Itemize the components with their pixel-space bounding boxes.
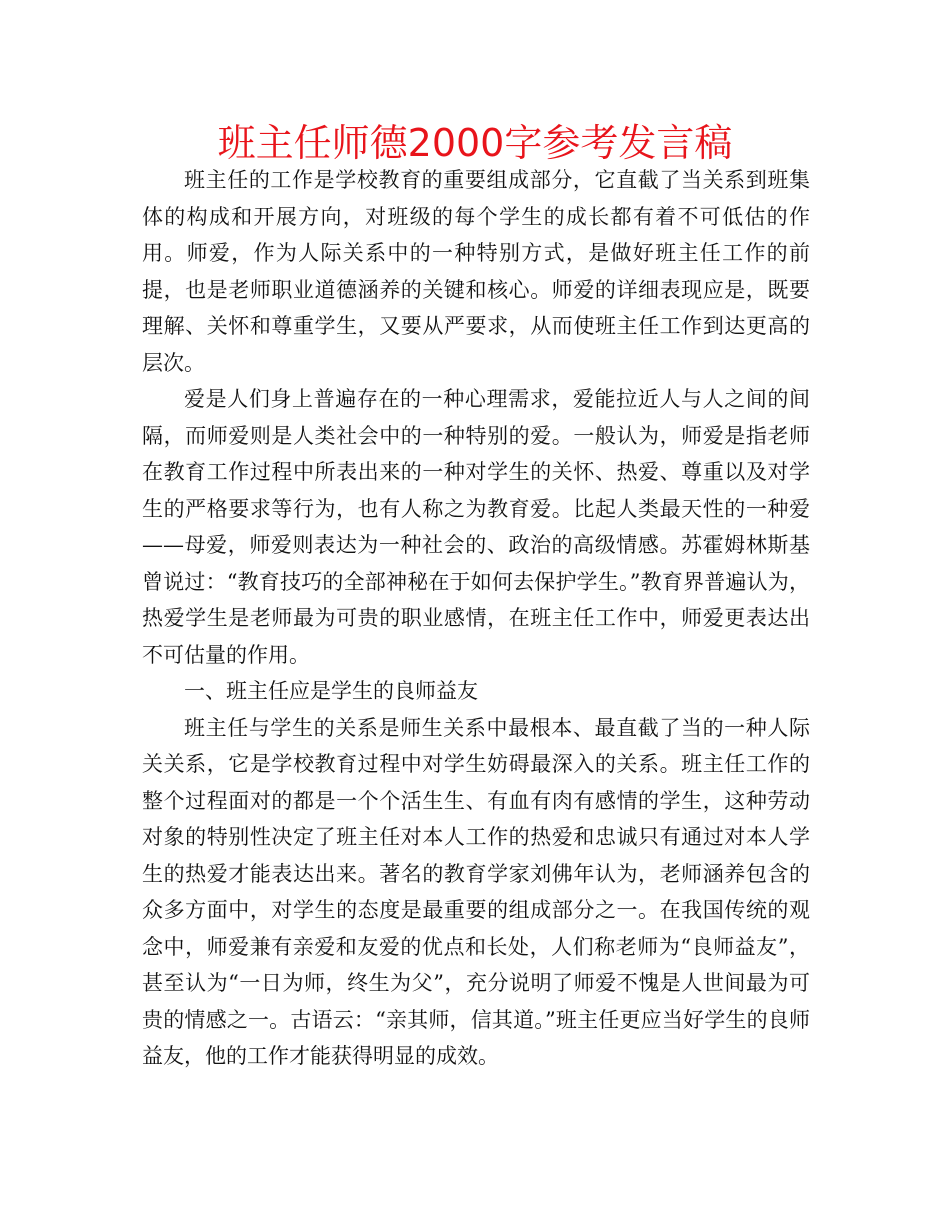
paragraph-1: 班主任的工作是学校教育的重要组成部分，它直截了当关系到班集体的构成和开展方向，对班级的每个学生的成长都有着不可低估的作用。师爱，作为人际关系中的一种特别方式，是做好班主任工作的前提，也是老师职业道德涵养的关键和核心。师爱的详细表现应是，既要理解、关怀和尊重学生，又要从严要求，从而使班主任工作到达更高的层次。 <box>142 168 810 375</box>
document-body <box>142 162 810 1075</box>
paragraph-3: 班主任与学生的关系是师生关系中最根本、最直截了当的一种人际关关系，它是学校教育过程中对学生妨碍最深入的关系。班主任工作的整个过程面对的都是一个个活生生、有血有肉有感情的学生，这种劳动对象的特别性决定了班主任对本人工作的热爱和忠诚只有通过对本人学生的热爱才能表达出来。著名的教育学家刘佛年认为，老师涵养包含的众多方面中，对学生的态度是最重要的组成部分之一。在我国传统的观念中，师爱兼有亲爱和友爱的优点和长处，人们称老师为“良师益友”，甚至认为“一日为师，终生为父”，充分说明了师爱不愧是人世间最为可贵的情感之一。古语云：“亲其师，信其道。”班主任更应当好学生的良师益友，他的工作才能获得明显的成效。 <box>142 715 810 1068</box>
paragraph-2: 爱是人们身上普遍存在的一种心理需求，爱能拉近人与人之间的间隔，而师爱则是人类社会中的一种特别的爱。一般认为，师爱是指老师在教育工作过程中所表出来的一种对学生的关怀、热爱、尊重以及对学生的严格要求等行为，也有人称之为教育爱。比起人类最天性的一种爱——母爱，师爱则表达为一种社会的、政治的高级情感。苏霍姆林斯基曾说过：“教育技巧的全部神秘在于如何去保护学生。”教育界普遍认为，热爱学生是老师最为可贵的职业感情，在班主任工作中，师爱更表达出不可估量的作用。 <box>142 387 810 667</box>
document-title: 班主任师德2000字参考发言稿 <box>217 121 733 165</box>
section-heading-1: 一、班主任应是学生的良师益友 <box>184 679 478 703</box>
